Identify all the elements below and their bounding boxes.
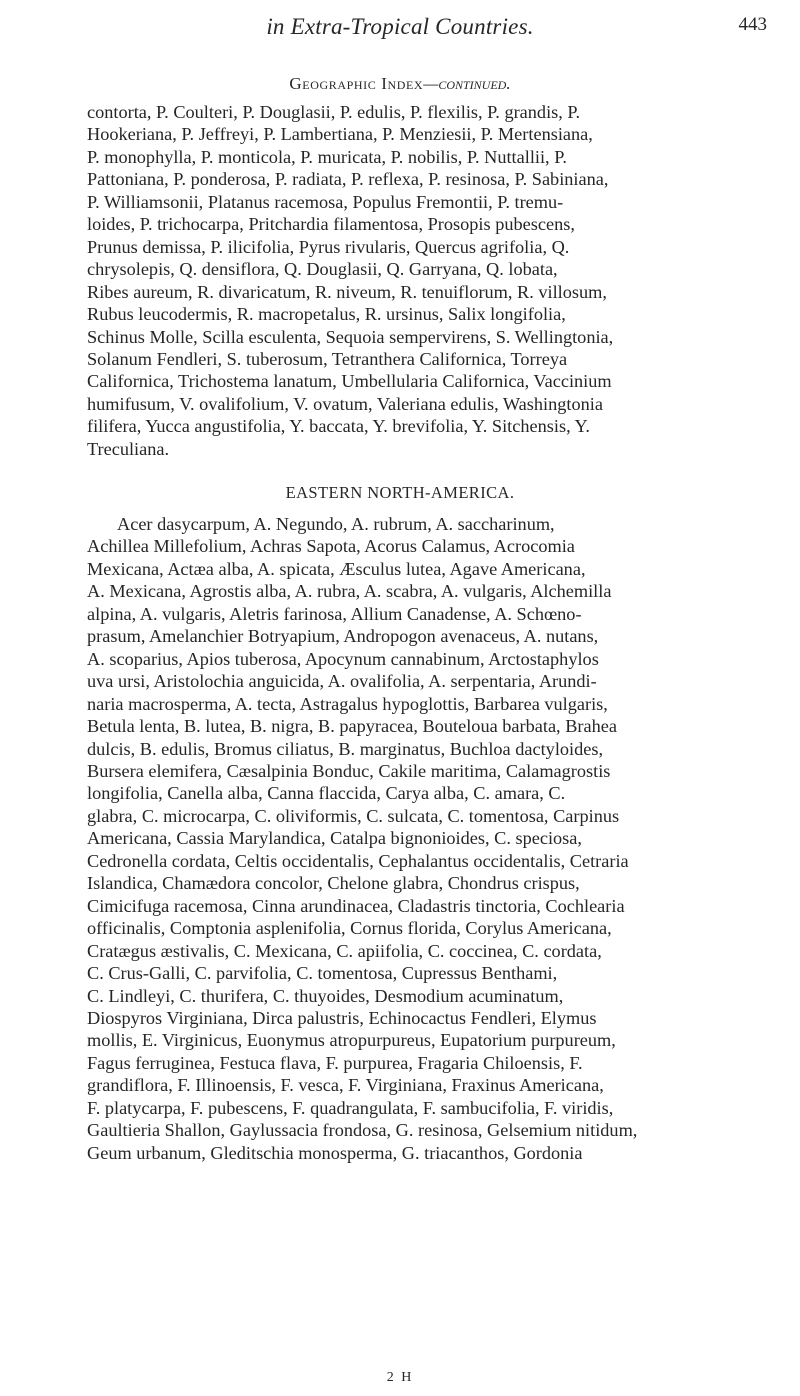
text-line: Betula lenta, B. lutea, B. nigra, B. papyracea, Bouteloua barbata, Brahea: [87, 716, 617, 737]
text-line: Achillea Millefolium, Achras Sapota, Acorus Calamus, Acrocomia: [87, 536, 575, 557]
text-line: Cedronella cordata, Celtis occidentalis, Cephalantus occidentalis, Cetraria: [87, 850, 629, 871]
text-line: Acer dasycarpum, A. Negundo, A. rubrum, A. saccharinum,: [117, 514, 555, 534]
index-heading-label: Geographic Index: [289, 74, 424, 93]
text-line: Schinus Molle, Scilla esculenta, Sequoia sempervirens, S. Wellingtonia,: [87, 326, 614, 347]
text-line: glabra, C. microcarpa, C. oliviformis, C. sulcata, C. tomentosa, Carpinus: [87, 805, 620, 826]
text-line: naria macrosperma, A. tecta, Astragalus hypoglottis, Barbarea vulgaris,: [87, 693, 608, 714]
page-number: 443: [738, 14, 767, 35]
text-line: Pattoniana, P. ponderosa, P. radiata, P. reflexa, P. resinosa, P. Sabiniana,: [87, 169, 609, 190]
text-line: officinalis, Comptonia asplenifolia, Cornus florida, Corylus Americana,: [87, 918, 612, 939]
text-line: Solanum Fendleri, S. tuberosum, Tetranthera Californica, Torreya: [87, 348, 568, 369]
section-title: EASTERN NORTH-AMERICA.: [285, 483, 515, 502]
text-line: Islandica, Chamædora concolor, Chelone glabra, Chondrus crispus,: [87, 873, 580, 894]
index-heading: [0, 74, 800, 94]
text-line: A. scoparius, Apios tuberosa, Apocynum cannabinum, Arctostaphylos: [87, 648, 599, 669]
text-line: Hookeriana, P. Jeffreyi, P. Lambertiana, P. Menziesii, P. Mertensiana,: [87, 124, 593, 145]
running-head: [0, 6, 800, 46]
text-line: Californica, Trichostema lanatum, Umbellularia Californica, Vaccinium: [87, 371, 612, 392]
text-line: contorta, P. Coulteri, P. Douglasii, P. edulis, P. flexilis, P. grandis, P.: [87, 102, 581, 122]
text-line: prasum, Amelanchier Botryapium, Andropogon avenaceus, A. nutans,: [87, 626, 599, 647]
text-line: F. platycarpa, F. pubescens, F. quadrangulata, F. sambucifolia, F. viridis,: [87, 1097, 614, 1118]
paragraph-eastern-species: [87, 513, 757, 1164]
text-line: chrysolepis, Q. densiflora, Q. Douglasii, Q. Garryana, Q. lobata,: [87, 259, 558, 280]
paragraph-western-species: [87, 101, 757, 460]
text-line: Fagus ferruginea, Festuca flava, F. purpurea, Fragaria Chiloensis, F.: [87, 1052, 583, 1073]
text-line: Prunus demissa, P. ilicifolia, Pyrus rivularis, Quercus agrifolia, Q.: [87, 236, 570, 257]
text-line: P. Williamsonii, Platanus racemosa, Populus Fremontii, P. tremu-: [87, 191, 564, 212]
text-line: Gaultieria Shallon, Gaylussacia frondosa, G. resinosa, Gelsemium nitidum,: [87, 1120, 638, 1141]
text-line: Cimicifuga racemosa, Cinna arundinacea, Cladastris tinctoria, Cochlearia: [87, 895, 625, 916]
text-line: Ribes aureum, R. divaricatum, R. niveum, R. tenuiflorum, R. villosum,: [87, 281, 607, 302]
text-line: uva ursi, Aristolochia anguicida, A. ovalifolia, A. serpentaria, Arundi-: [87, 671, 597, 692]
text-line: mollis, E. Virginicus, Euonymus atropurpureus, Eupatorium purpureum,: [87, 1030, 616, 1051]
text-line: Cratægus æstivalis, C. Mexicana, C. apiifolia, C. coccinea, C. cordata,: [87, 940, 602, 961]
text-line: Diospyros Virginiana, Dirca palustris, Echinocactus Fendleri, Elymus: [87, 1007, 597, 1028]
text-line: Geum urbanum, Gleditschia monosperma, G. triacanthos, Gordonia: [87, 1142, 583, 1163]
text-line: filifera, Yucca angustifolia, Y. baccata, Y. brevifolia, Y. Sitchensis, Y.: [87, 416, 590, 437]
text-line: humifusum, V. ovalifolium, V. ovatum, Valeriana edulis, Washingtonia: [87, 393, 603, 414]
running-title: in Extra-Tropical Countries.: [266, 14, 534, 39]
text-line: Rubus leucodermis, R. macropetalus, R. ursinus, Salix longifolia,: [87, 304, 566, 325]
text-line: P. monophylla, P. monticola, P. muricata, P. nobilis, P. Nuttallii, P.: [87, 146, 567, 167]
text-line: alpina, A. vulgaris, Aletris farinosa, Allium Canadense, A. Schœno-: [87, 603, 582, 624]
index-heading-continued: —continued.: [423, 74, 511, 93]
text-line: grandiflora, F. Illinoensis, F. vesca, F. Virginiana, Fraxinus Americana,: [87, 1075, 604, 1096]
text-line: longifolia, Canella alba, Canna flaccida, Carya alba, C. amara, C.: [87, 783, 566, 804]
text-line: Mexicana, Actæa alba, A. spicata, Æsculus lutea, Agave Americana,: [87, 558, 586, 579]
text-line: C. Lindleyi, C. thurifera, C. thuyoides, Desmodium acuminatum,: [87, 985, 564, 1006]
text-line: Americana, Cassia Marylandica, Catalpa bignonioides, C. speciosa,: [87, 828, 582, 849]
text-line: A. Mexicana, Agrostis alba, A. rubra, A. scabra, A. vulgaris, Alchemilla: [87, 581, 612, 602]
text-line: Bursera elemifera, Cæsalpinia Bonduc, Cakile maritima, Calamagrostis: [87, 760, 611, 781]
text-line: Treculiana.: [87, 438, 170, 459]
text-line: dulcis, B. edulis, Bromus ciliatus, B. marginatus, Buchloa dactyloides,: [87, 738, 604, 759]
text-line: loides, P. trichocarpa, Pritchardia filamentosa, Prosopis pubescens,: [87, 214, 575, 235]
signature-mark: 2 H: [386, 1370, 414, 1385]
text-line: C. Crus-Galli, C. parvifolia, C. tomentosa, Cupressus Benthami,: [87, 963, 558, 984]
